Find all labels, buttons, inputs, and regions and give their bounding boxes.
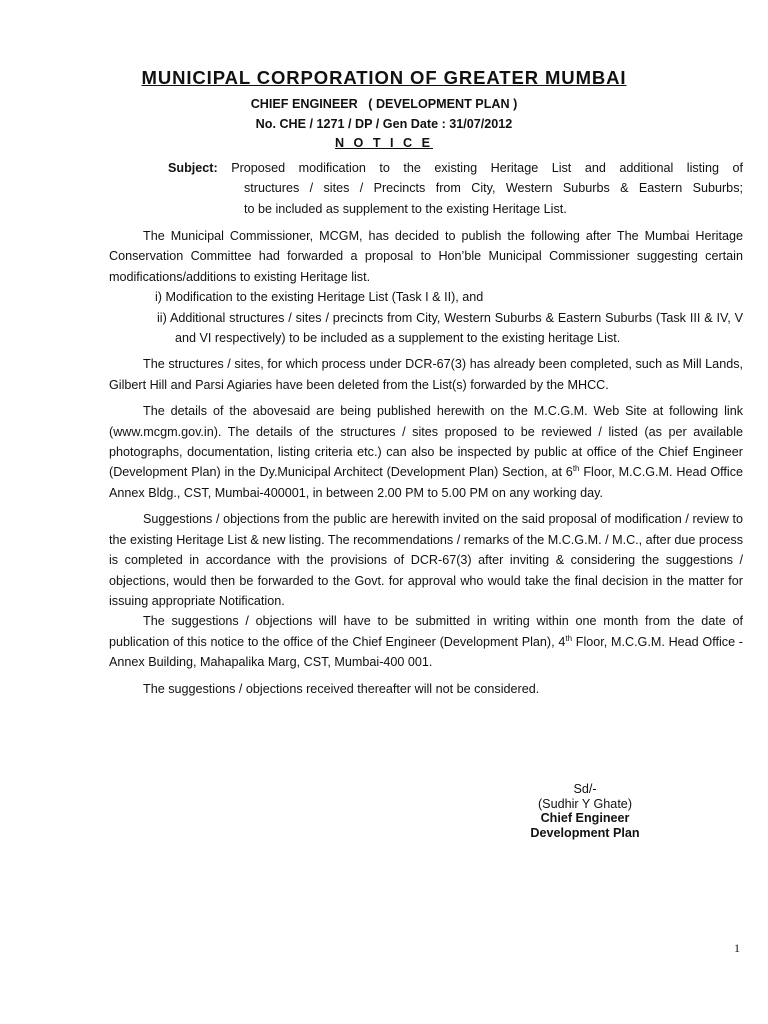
signatory-department: Development Plan: [530, 825, 640, 840]
notice-heading: N O T I C E: [334, 136, 434, 150]
reference-line: No. CHE / 1271 / DP / Gen Date : 31/07/2012: [255, 117, 513, 131]
subject-line-1: [168, 158, 743, 178]
department-subtitle: CHIEF ENGINEER ( DEVELOPMENT PLAN ): [250, 97, 518, 111]
submission-text-a: The suggestions / objections will have to be submitted in writing within one month from the date of publication of this notice to the office of the Chief Engineer (Development Plan), 4: [109, 614, 743, 649]
subject-line-2: structures / sites / Precincts from City, Western Suburbs & Eastern Suburbs;: [244, 181, 743, 196]
list-item-2: ii) Additional structures / sites / precincts from City, Western Suburbs & Eastern Suburbs (Task III & IV, V and VI respectively) to be included as a supplement to the existing heritage List.: [157, 310, 743, 346]
page-number: 1: [734, 941, 740, 955]
notice-body: [109, 226, 743, 699]
subject-text-1: Proposed modification to the existing Heritage List and additional listing of: [217, 161, 743, 175]
subject-block: [168, 158, 743, 219]
signature-sd: Sd/-: [573, 782, 597, 796]
subject-label: Subject:: [168, 161, 218, 175]
submission-superscript: th: [565, 633, 573, 643]
paragraph-deleted-structures: The structures / sites, for which process under DCR-67(3) has already been completed, such as Mill Lands, Gilbert Hill and Parsi Agiaries have been deleted from the List(s) forwarded by the MHCC.: [109, 357, 743, 392]
paragraph-suggestions: Suggestions / objections from the public are herewith invited on the said proposal of modification / review to the existing Heritage List & new listing. The recommendations / remarks of the M.C.G.M. / M.C., after due process is completed in accordance with the provisions of DCR-67(3) after inviting & considering the suggestions / objections, would then be forwarded to the Govt. for approval who would take the final decision in the matter for issuing appropriate Notification.: [109, 512, 743, 608]
details-text-b: Floor, M.C.G.M. Head Office Annex Bldg., CST, Mumbai-400001, in between 2.00 PM to 5.00 PM on any working day.: [109, 465, 743, 500]
details-text-a: The details of the abovesaid are being published herewith on the M.C.G.M. Web Site at following link (www.mcgm.gov.in). The details of the structures / sites proposed to be reviewed / listed (as per available photographs, documentation, listing criteria etc.) can also be inspected by public at office of the Chief Engineer (Development Plan) in the Dy.Municipal Architect (Development Plan) Section, at 6: [109, 404, 743, 480]
paragraph-intro: The Municipal Commissioner, MCGM, has decided to publish the following after The Mumbai Heritage Conservation Committee had forwarded a proposal to Hon’ble Municipal Commissioner suggesting certain modifications/additions to existing Heritage list.: [109, 229, 743, 284]
list-item-1: i) Modification to the existing Heritage List (Task I & II), and: [155, 290, 484, 305]
paragraph-submission: [109, 611, 743, 672]
subject-line-3: to be included as supplement to the existing Heritage List.: [244, 201, 567, 216]
signatory-designation: Chief Engineer: [540, 811, 630, 825]
paragraph-details: [109, 401, 743, 503]
signatory-name: (Sudhir Y Ghate): [537, 796, 633, 811]
organization-title: MUNICIPAL CORPORATION OF GREATER MUMBAI: [141, 67, 627, 88]
signature-block: [500, 782, 670, 840]
details-superscript: th: [572, 464, 580, 474]
submission-text-b: Floor, M.C.G.M. Head Office - Annex Building, Mahapalika Marg, CST, Mumbai-400 001.: [109, 634, 743, 670]
paragraph-closing: The suggestions / objections received thereafter will not be considered.: [143, 681, 540, 696]
